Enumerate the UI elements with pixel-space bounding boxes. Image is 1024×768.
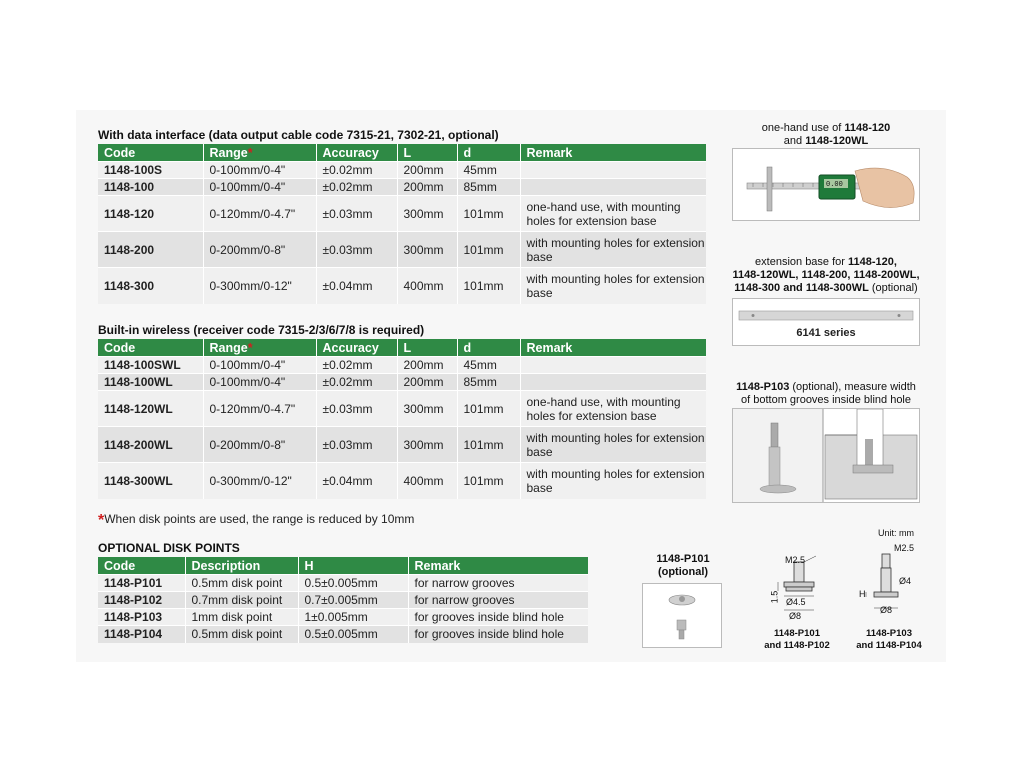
disk-point-image (643, 584, 721, 647)
cell-code: 1148-P102 (98, 592, 185, 609)
table-row (98, 592, 588, 609)
column-header-label: L (403, 340, 412, 355)
caption-code: 1148-P101 (656, 553, 710, 565)
column-header (457, 144, 520, 162)
dim-h: H (859, 589, 866, 599)
table-row (98, 162, 706, 179)
cell-range: 0-100mm/0-4" (203, 357, 316, 374)
cell-remark: for narrow grooves (408, 575, 588, 592)
cell-code: 1148-200WL (98, 427, 203, 463)
cell-code: 1148-300WL (98, 463, 203, 499)
cell-code: 1148-100S (98, 162, 203, 179)
column-header (457, 339, 520, 357)
caption-code: 1148-120, (848, 256, 897, 268)
cell-code: 1148-120WL (98, 391, 203, 427)
cell-d: 45mm (457, 357, 520, 374)
cell-remark (520, 179, 706, 196)
cell-description: 0.5mm disk point (185, 575, 298, 592)
table-row (98, 609, 588, 626)
cell-accuracy: ±0.02mm (316, 162, 397, 179)
p101-photo (642, 583, 722, 648)
cell-range: 0-100mm/0-4" (203, 374, 316, 391)
column-header-label: Remark (526, 145, 573, 160)
cell-d: 101mm (457, 196, 520, 232)
column-header-label: Code (104, 145, 136, 160)
column-header (298, 557, 408, 575)
caption-code: and 1148-P102 (764, 640, 830, 651)
column-header (520, 339, 706, 357)
cell-l: 400mm (397, 463, 457, 499)
column-header (203, 339, 316, 357)
cell-code: 1148-P103 (98, 609, 185, 626)
p101-drawing-caption (752, 628, 842, 652)
cell-code: 1148-P104 (98, 626, 185, 643)
p103-usage-image (733, 409, 919, 502)
cell-range: 0-300mm/0-12" (203, 268, 316, 304)
column-header (185, 557, 298, 575)
column-header-label: Code (104, 558, 136, 573)
column-header (316, 339, 397, 357)
cell-code: 1148-200 (98, 232, 203, 268)
cell-range: 0-100mm/0-4" (203, 179, 316, 196)
column-header-label: Remark (414, 558, 461, 573)
p101-caption (648, 553, 718, 579)
cell-remark: with mounting holes for extension base (520, 232, 706, 268)
caption-code: 1148-120 (844, 122, 891, 134)
table-row (98, 268, 706, 304)
cell-d: 45mm (457, 162, 520, 179)
caption-code: 1148-120WL (805, 135, 869, 147)
dim-15: 1.5 (769, 590, 780, 604)
cell-d: 85mm (457, 374, 520, 391)
cell-l: 300mm (397, 427, 457, 463)
p103-photo (732, 408, 920, 503)
column-header-label: Range (209, 145, 248, 160)
cell-code: 1148-P101 (98, 575, 185, 592)
table-row (98, 374, 706, 391)
onehand-photo (732, 148, 920, 221)
column-header-label: L (403, 145, 412, 160)
caption-text: (optional), measure width (789, 381, 916, 393)
cell-d: 101mm (457, 268, 520, 304)
cell-remark: with mounting holes for extension base (520, 463, 706, 499)
cell-remark (520, 374, 706, 391)
series-label: 6141 series (796, 327, 856, 339)
cell-d: 101mm (457, 232, 520, 268)
column-header-label: d (463, 145, 472, 160)
section2-title: Built-in wireless (receiver code 7315-2/3/6/7/8 is required) (98, 323, 425, 337)
dim-d45: Ø4.5 (786, 597, 806, 607)
footnote-star: * (98, 512, 105, 529)
depth-gauge-hand-image (733, 149, 919, 220)
cell-code: 1148-120 (98, 196, 203, 232)
caption-text: of bottom grooves inside blind hole (741, 394, 911, 406)
column-header (316, 144, 397, 162)
extension-base-image (733, 299, 919, 329)
onehand-caption (732, 122, 920, 148)
cell-code: 1148-300 (98, 268, 203, 304)
cell-code: 1148-100 (98, 179, 203, 196)
cell-h: 0.5±0.005mm (298, 626, 408, 643)
column-header (203, 144, 316, 162)
cell-l: 300mm (397, 232, 457, 268)
column-header (98, 144, 203, 162)
table-row (98, 391, 706, 427)
cell-range: 0-120mm/0-4.7" (203, 391, 316, 427)
caption-text: extension base for (755, 256, 848, 268)
unit-label: Unit: mm (878, 528, 914, 538)
cell-accuracy: ±0.03mm (316, 196, 397, 232)
caption-text: one-hand use of (761, 122, 845, 134)
caption-code: 1148-P103 (866, 628, 912, 639)
column-header-label: Remark (526, 340, 573, 355)
cell-h: 1±0.005mm (298, 609, 408, 626)
column-header (408, 557, 588, 575)
caption-text: (optional) (657, 566, 709, 578)
cell-remark: one-hand use, with mounting holes for extension base (520, 196, 706, 232)
column-header (520, 144, 706, 162)
column-header-label: Accuracy (322, 340, 379, 355)
column-header-label: Accuracy (322, 145, 379, 160)
column-header (98, 339, 203, 357)
cell-remark: for narrow grooves (408, 592, 588, 609)
cell-d: 101mm (457, 427, 520, 463)
extension-caption (726, 256, 926, 295)
column-header-label: d (463, 340, 472, 355)
footnote-text: When disk points are used, the range is reduced by 10mm (104, 512, 415, 526)
caption-text: and (783, 135, 806, 147)
cell-remark: with mounting holes for extension base (520, 268, 706, 304)
cell-range: 0-100mm/0-4" (203, 162, 316, 179)
cell-l: 400mm (397, 268, 457, 304)
cell-d: 85mm (457, 179, 520, 196)
lcd-readout: 0.00 (826, 181, 843, 189)
range-footnote (98, 510, 414, 528)
cell-range: 0-200mm/0-8" (203, 232, 316, 268)
disk-points-table (98, 557, 588, 643)
extension-base-photo (732, 298, 920, 346)
column-header (397, 339, 457, 357)
column-header-label: Range (209, 340, 248, 355)
table-header-row (98, 339, 706, 357)
cell-d: 101mm (457, 391, 520, 427)
caption-code: 1148-300 and 1148-300WL (734, 282, 869, 294)
cell-range: 0-200mm/0-8" (203, 427, 316, 463)
cell-code: 1148-100WL (98, 374, 203, 391)
column-header-label: Description (191, 558, 261, 573)
table-row (98, 626, 588, 643)
cell-h: 0.5±0.005mm (298, 575, 408, 592)
cell-accuracy: ±0.03mm (316, 391, 397, 427)
cell-l: 200mm (397, 374, 457, 391)
cell-l: 300mm (397, 391, 457, 427)
spec-table-wireless (98, 339, 706, 499)
column-header-label: H (304, 558, 314, 573)
cell-l: 200mm (397, 162, 457, 179)
cell-accuracy: ±0.03mm (316, 232, 397, 268)
dim-m25-a: M2.5 (785, 555, 806, 565)
table-header-row (98, 557, 588, 575)
dim-d4: Ø4 (899, 576, 912, 586)
cell-remark: one-hand use, with mounting holes for extension base (520, 391, 706, 427)
table-row (98, 357, 706, 374)
p103-drawing-caption (844, 628, 934, 652)
cell-code: 1148-100SWL (98, 357, 203, 374)
column-header (98, 557, 185, 575)
cell-description: 0.7mm disk point (185, 592, 298, 609)
cell-remark (520, 162, 706, 179)
cell-accuracy: ±0.02mm (316, 357, 397, 374)
section1-title: With data interface (data output cable code 7315-21, 7302-21, optional) (98, 128, 499, 142)
caption-code: and 1148-P104 (856, 640, 922, 651)
column-header-label: Code (104, 340, 136, 355)
column-header (397, 144, 457, 162)
cell-l: 200mm (397, 179, 457, 196)
table-row (98, 575, 588, 592)
cell-range: 0-300mm/0-12" (203, 463, 316, 499)
caption-code: 1148-P101 (774, 628, 820, 639)
cell-h: 0.7±0.005mm (298, 592, 408, 609)
cell-accuracy: ±0.04mm (316, 268, 397, 304)
spec-table-data-interface (98, 144, 706, 304)
cell-accuracy: ±0.04mm (316, 463, 397, 499)
range-footnote-star: * (247, 145, 253, 160)
caption-code: 1148-P103 (736, 381, 790, 393)
p103-caption (726, 381, 926, 407)
caption-text: (optional) (868, 282, 918, 294)
table-header-row (98, 144, 706, 162)
cell-remark: for grooves inside blind hole (408, 609, 588, 626)
dim-m25-b: M2.5 (894, 543, 915, 553)
dim-d8-a: Ø8 (789, 611, 802, 621)
cell-l: 300mm (397, 196, 457, 232)
cell-description: 0.5mm disk point (185, 626, 298, 643)
dim-d8-b: Ø8 (880, 605, 893, 615)
cell-accuracy: ±0.02mm (316, 374, 397, 391)
section3-title: OPTIONAL DISK POINTS (98, 541, 240, 555)
cell-l: 200mm (397, 357, 457, 374)
cell-remark (520, 357, 706, 374)
cell-range: 0-120mm/0-4.7" (203, 196, 316, 232)
table-row (98, 179, 706, 196)
table-row (98, 232, 706, 268)
cell-accuracy: ±0.02mm (316, 179, 397, 196)
cell-description: 1mm disk point (185, 609, 298, 626)
cell-d: 101mm (457, 463, 520, 499)
caption-code: 1148-120WL, 1148-200, 1148-200WL, (732, 269, 920, 281)
cell-remark: with mounting holes for extension base (520, 427, 706, 463)
table-row (98, 427, 706, 463)
table-row (98, 196, 706, 232)
range-footnote-star: * (247, 340, 253, 355)
cell-remark: for grooves inside blind hole (408, 626, 588, 643)
table-row (98, 463, 706, 499)
cell-accuracy: ±0.03mm (316, 427, 397, 463)
